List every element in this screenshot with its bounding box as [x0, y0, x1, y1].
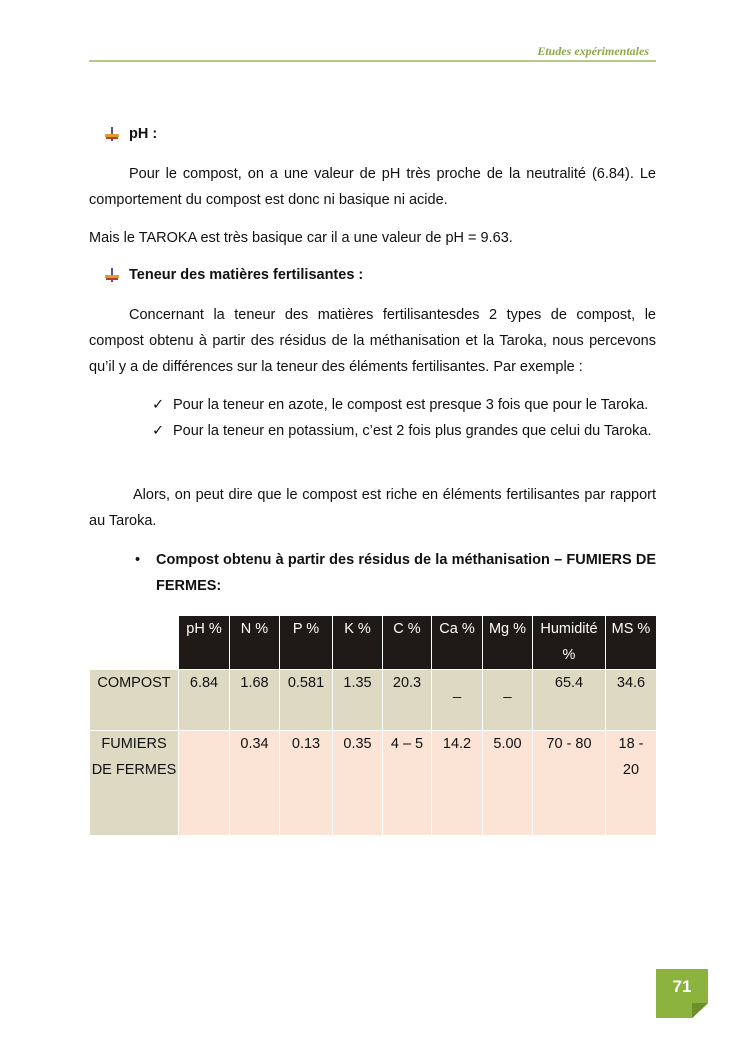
table-cell: 0.35	[333, 731, 383, 836]
cross-bullet-icon	[104, 126, 120, 142]
table-cell: 4 – 5	[383, 731, 432, 836]
check-icon: ✓	[152, 423, 165, 439]
table-header-cell: P %	[280, 616, 333, 670]
table-cell: 34.6	[606, 670, 657, 731]
table-cell: FUMIERS DE FERMES	[90, 731, 179, 836]
table-cell: COMPOST	[90, 670, 179, 731]
cross-bullet-icon	[104, 267, 120, 283]
running-header-title: Etudes expérimentales	[537, 44, 649, 58]
table-row	[90, 670, 657, 731]
composition-table	[89, 615, 657, 836]
table-header-cell	[90, 616, 179, 670]
table-cell: 1.35	[333, 670, 383, 731]
ph-heading-text: pH :	[129, 126, 158, 142]
table-header-cell: N %	[230, 616, 280, 670]
table-cell: 1.68	[230, 670, 280, 731]
table-header-cell: K %	[333, 616, 383, 670]
table-cell: 65.4	[533, 670, 606, 731]
teneur-heading	[104, 267, 363, 283]
ph-heading	[104, 126, 157, 142]
table-cell: 18 - 20	[606, 731, 657, 836]
table-cell: 5.00	[483, 731, 533, 836]
dot-bullet-icon: •	[135, 552, 141, 568]
table-cell	[179, 731, 230, 836]
table-cell: 14.2	[432, 731, 483, 836]
table-header-row	[90, 616, 657, 670]
teneur-paragraph: Concernant la teneur des matières fertilisantesdes 2 types de compost, le compost obtenu à partir des résidus de la méthanisation et la Taroka, nous percevons qu’il y a de différences sur la teneur des éléments fertilisantes. Par exemple :	[89, 307, 656, 375]
table-header-cell: MS %	[606, 616, 657, 670]
table-cell: 0.34	[230, 731, 280, 836]
teneur-heading-text: Teneur des matières fertilisantes :	[129, 267, 364, 283]
table-header-cell: Mg %	[483, 616, 533, 670]
table-cell: _	[483, 670, 533, 731]
table-cell: 6.84	[179, 670, 230, 731]
page-number: 71	[672, 977, 692, 996]
table-cell: 20.3	[383, 670, 432, 731]
conclusion-paragraph: Alors, on peut dire que le compost est riche en éléments fertilisantes par rapport au Taroka.	[89, 487, 656, 529]
check-icon: ✓	[152, 397, 165, 413]
ph-paragraph-2: Mais le TAROKA est très basique car il a une valeur de pH = 9.63.	[89, 230, 513, 246]
check-list-item	[152, 392, 656, 418]
table-cell: _	[432, 670, 483, 731]
table-heading-text: Compost obtenu à partir des résidus de la méthanisation – FUMIERS DE FERMES:	[156, 552, 656, 594]
check-list-item	[152, 418, 656, 444]
table-header-cell: C %	[383, 616, 432, 670]
table-row	[90, 731, 657, 836]
check-item-text: Pour la teneur en azote, le compost est presque 3 fois que pour le Taroka.	[173, 397, 649, 413]
table-header-cell: pH %	[179, 616, 230, 670]
table-cell: 70 - 80	[533, 731, 606, 836]
ph-paragraph-1: Pour le compost, on a une valeur de pH très proche de la neutralité (6.84). Le comportement du compost est donc ni basique ni acide.	[89, 166, 656, 208]
check-item-text: Pour la teneur en potassium, c’est 2 fois plus grandes que celui du Taroka.	[173, 423, 652, 439]
table-header-cell: Ca %	[432, 616, 483, 670]
table-heading	[135, 547, 656, 599]
table-header-cell: Humidité %	[533, 616, 606, 670]
table-cell: 0.581	[280, 670, 333, 731]
header-divider	[89, 60, 656, 62]
table-cell: 0.13	[280, 731, 333, 836]
